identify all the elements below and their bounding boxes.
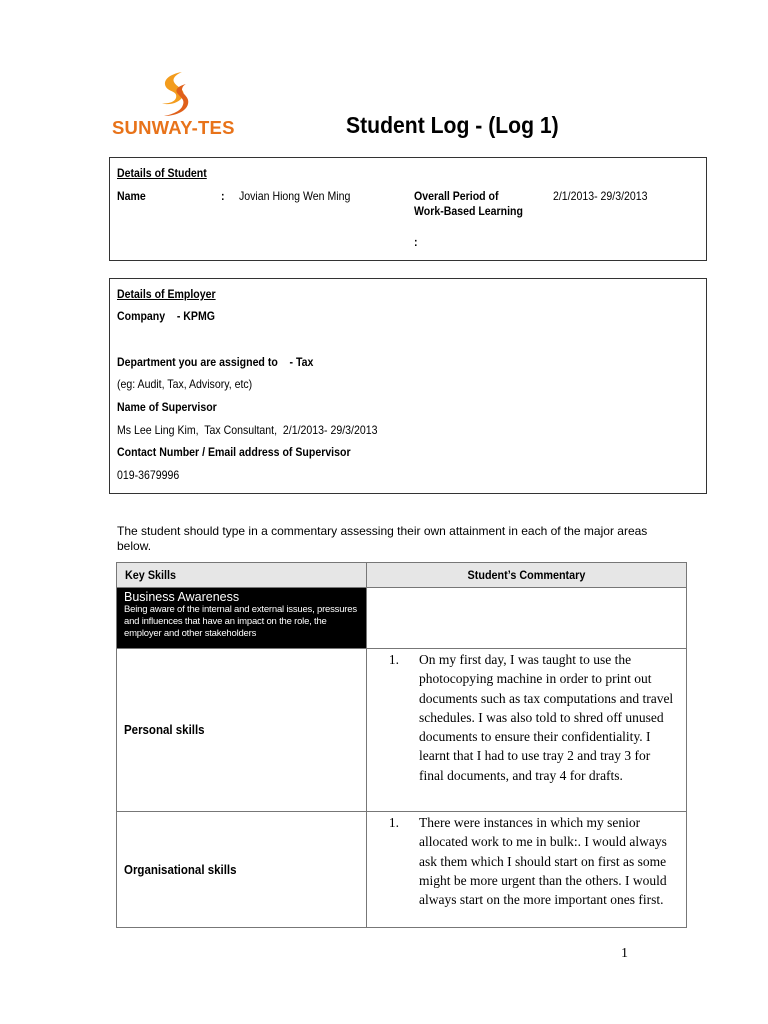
commentary-header: Student’s Commentary <box>367 563 687 588</box>
company-line: Company - KPMG <box>117 309 215 323</box>
period-value: 2/1/2013- 29/3/2013 <box>553 189 648 203</box>
organisational-skills-comment[interactable] <box>367 812 687 928</box>
student-details-box <box>109 157 707 261</box>
key-skills-header: Key Skills <box>117 563 367 588</box>
student-details-heading: Details of Student <box>117 166 207 180</box>
personal-comment-text: On my first day, I was taught to use the photocopying machine in order to print out documents such as tax computations and travel schedules. I was also told to shred off unused documents to ensure their confidentiality. I learnt that I had to use tray 2 and tray 3 for final documents, and tray 4 for drafts. <box>419 652 674 783</box>
table-row <box>117 649 687 812</box>
sunway-tes-logo <box>112 70 234 140</box>
employer-details-box <box>109 278 707 494</box>
business-awareness-desc: Being aware of the internal and external issues, pressures and influences that have an impact on the role, the employer and other stakeholders <box>124 604 357 639</box>
sunway-swirl-icon <box>152 70 192 118</box>
page-title: Student Log - (Log 1) <box>346 112 559 138</box>
period-colon: : <box>414 235 418 249</box>
business-awareness-cell <box>117 588 367 649</box>
logo-text: SUNWAY-TES <box>112 117 235 138</box>
organisational-comment-text: There were instances in which my senior allocated work to me in bulk:. I would always ask them which I should start on first as some might be more urgent than the others. I would always start on the more important ones first. <box>419 815 667 908</box>
name-colon: : <box>221 189 225 203</box>
employer-details-heading: Details of Employer <box>117 287 216 301</box>
list-number: 1. <box>388 652 399 667</box>
business-awareness-title: Business Awareness <box>124 590 240 604</box>
contact-value: 019-3679996 <box>117 468 180 482</box>
name-label: Name <box>117 189 146 203</box>
table-header-row <box>117 563 687 588</box>
table-row <box>117 588 687 649</box>
department-example: (eg: Audit, Tax, Advisory, etc) <box>117 377 253 391</box>
supervisor-label: Name of Supervisor <box>117 400 217 414</box>
department-line: Department you are assigned to - Tax <box>117 355 314 369</box>
supervisor-value: Ms Lee Ling Kim, Tax Consultant, 2/1/2013- 29/3/2013 <box>117 423 378 437</box>
business-awareness-comment[interactable] <box>367 588 687 649</box>
intro-text: The student should type in a commentary assessing their own attainment in each of the major areas below. <box>117 524 648 553</box>
key-skills-table <box>116 562 687 928</box>
page-number: 1 <box>621 946 628 961</box>
period-label-line2: Work-Based Learning <box>414 204 523 218</box>
period-label-line1: Overall Period of <box>414 189 499 203</box>
name-value: Jovian Hiong Wen Ming <box>239 189 351 203</box>
contact-label: Contact Number / Email address of Supervisor <box>117 445 351 459</box>
personal-skills-label: Personal skills <box>117 649 367 812</box>
personal-skills-comment[interactable] <box>367 649 687 812</box>
table-row <box>117 812 687 928</box>
list-number: 1. <box>388 815 399 830</box>
organisational-skills-label: Organisational skills <box>117 812 367 928</box>
